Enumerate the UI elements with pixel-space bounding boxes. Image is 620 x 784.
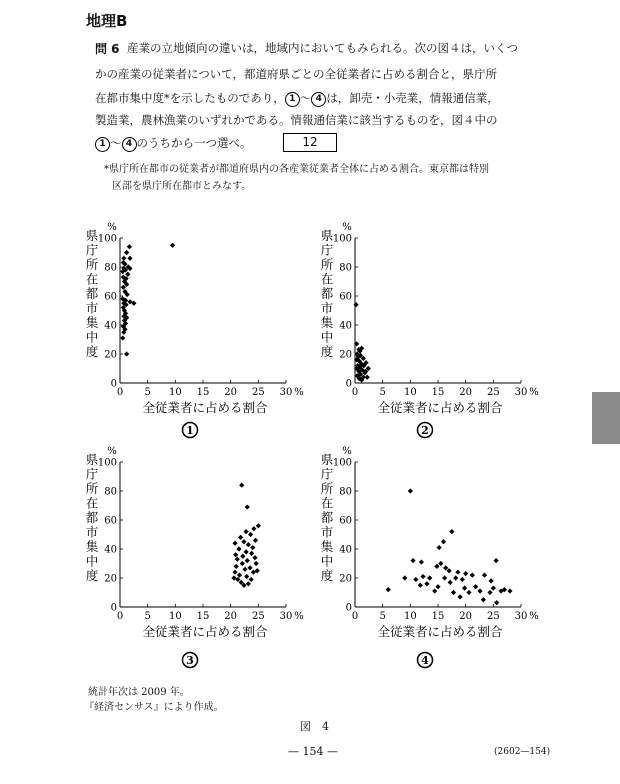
x-tick-label: 20 xyxy=(459,387,473,398)
y-tick-label: 0 xyxy=(110,602,117,614)
scatter-chart-3 xyxy=(86,446,304,668)
tilde: 〜 xyxy=(299,91,312,105)
x-tick-label: 5 xyxy=(144,387,151,398)
y-tick-label: 100 xyxy=(332,233,352,245)
data-point xyxy=(432,588,437,593)
data-point xyxy=(365,375,370,380)
y-tick-label: 100 xyxy=(332,457,352,469)
data-point xyxy=(424,581,429,586)
data-point xyxy=(491,586,496,591)
data-point xyxy=(253,538,258,543)
data-point xyxy=(245,504,250,509)
data-point xyxy=(435,584,440,589)
data-point xyxy=(252,555,257,560)
exam-code: (2602—154) xyxy=(494,747,551,757)
data-point xyxy=(232,570,237,575)
data-point xyxy=(438,561,443,566)
y-tick-label: 0 xyxy=(110,378,117,390)
x-tick-label: 5 xyxy=(379,611,386,622)
page-number: — 154 — xyxy=(288,745,338,758)
x-tick-label: 25 xyxy=(251,611,265,622)
scatter-chart-2 xyxy=(321,222,539,438)
x-tick-label: 15 xyxy=(196,611,210,622)
x-tick-label: 30 xyxy=(279,611,293,622)
y-tick-label: 0 xyxy=(345,602,352,614)
x-tick-label: 25 xyxy=(486,611,500,622)
y-tick-label: 80 xyxy=(339,486,352,498)
data-point xyxy=(482,573,487,578)
x-tick-label: 15 xyxy=(196,387,210,398)
y-tick-label: 20 xyxy=(339,349,352,361)
x-tick-label: 20 xyxy=(459,611,473,622)
y-tick-label: 20 xyxy=(339,573,352,585)
y-unit-label: % xyxy=(342,446,352,457)
data-point xyxy=(441,539,446,544)
data-point xyxy=(235,557,240,562)
scatter-chart-1 xyxy=(86,222,304,438)
data-point xyxy=(451,590,456,595)
data-point xyxy=(241,539,246,544)
x-tick-label: 0 xyxy=(351,387,359,398)
data-point xyxy=(246,542,251,547)
data-point xyxy=(244,529,249,534)
data-point xyxy=(494,600,499,605)
data-point xyxy=(462,586,467,591)
data-point xyxy=(413,577,418,582)
data-point xyxy=(127,244,132,249)
x-tick-label: 15 xyxy=(431,387,445,398)
data-point xyxy=(402,575,407,580)
data-point xyxy=(236,546,241,551)
source-year-note: 統計年次は 2009 年。 xyxy=(88,687,190,698)
x-tick-label: 5 xyxy=(379,387,386,398)
data-point xyxy=(448,580,453,585)
data-point xyxy=(170,243,175,248)
y-tick-label: 20 xyxy=(104,349,117,361)
question-text-line5-a: のうちから一つ選べ。 xyxy=(136,136,252,150)
panel-label-1: 1 xyxy=(186,424,194,437)
data-point xyxy=(408,488,413,493)
x-tick-label: 5 xyxy=(144,611,151,622)
data-point xyxy=(437,545,442,550)
answer-box[interactable]: 12 xyxy=(283,133,337,152)
x-axis-label: 全従業者に占める割合 xyxy=(142,624,268,639)
data-point xyxy=(121,256,126,261)
data-point xyxy=(238,535,243,540)
y-tick-label: 100 xyxy=(97,457,117,469)
data-point xyxy=(234,564,239,569)
y-tick-label: 60 xyxy=(339,515,352,527)
data-point xyxy=(494,558,499,563)
y-unit-label: % xyxy=(107,222,117,233)
footnote-line2: 区部を県庁所在都市とみなす。 xyxy=(112,181,252,192)
y-axis-label: 県庁所在都市集中度 xyxy=(85,228,99,359)
question-text-line4: 製造業，農林漁業のいずれかである。情報通信業に該当するものを，図４中の xyxy=(95,113,498,127)
data-point xyxy=(249,551,254,556)
x-unit-label: % xyxy=(529,387,539,398)
x-tick-label: 20 xyxy=(224,611,238,622)
x-tick-label: 25 xyxy=(251,387,265,398)
x-tick-label: 25 xyxy=(486,387,500,398)
scatter-chart-4 xyxy=(321,446,539,668)
data-point xyxy=(242,567,247,572)
y-tick-label: 60 xyxy=(104,515,117,527)
data-point xyxy=(125,272,130,277)
data-point xyxy=(460,577,465,582)
x-unit-label: % xyxy=(529,611,539,622)
data-point xyxy=(232,541,237,546)
panel-label-3: 3 xyxy=(186,654,194,667)
data-point xyxy=(256,523,261,528)
y-axis-label: 県庁所在都市集中度 xyxy=(320,452,334,583)
data-point xyxy=(427,575,432,580)
data-point xyxy=(246,581,251,586)
x-tick-label: 10 xyxy=(403,387,417,398)
y-tick-label: 40 xyxy=(104,544,117,556)
question-text-line3-b: は，卸売・小売業，情報通信業， xyxy=(326,91,499,105)
data-point xyxy=(507,588,512,593)
y-tick-label: 80 xyxy=(104,486,117,498)
y-tick-label: 40 xyxy=(339,320,352,332)
choice-circle-1: 1 xyxy=(285,92,300,107)
y-tick-label: 60 xyxy=(339,291,352,303)
y-tick-label: 100 xyxy=(97,233,117,245)
x-axis-label: 全従業者に占める割合 xyxy=(377,624,503,639)
choice-circle-4: 4 xyxy=(311,92,326,107)
data-point xyxy=(434,564,439,569)
y-tick-label: 80 xyxy=(104,262,117,274)
question-text-line2: かの産業の従業者について，都道府県ごとの全従業者に占める割合と，県庁所 xyxy=(95,67,498,81)
data-point xyxy=(458,594,463,599)
x-axis-label: 全従業者に占める割合 xyxy=(377,400,503,415)
data-point xyxy=(477,588,482,593)
data-point xyxy=(487,590,492,595)
data-point xyxy=(247,565,252,570)
question-text-line1: 産業の立地傾向の違いは，地域内においてもみられる。次の図４は，いくつ xyxy=(127,41,518,55)
data-point xyxy=(453,575,458,580)
data-point xyxy=(237,573,242,578)
subject-title: 地理B xyxy=(86,12,128,30)
x-tick-label: 0 xyxy=(116,611,124,622)
data-point xyxy=(473,584,478,589)
data-point xyxy=(240,561,245,566)
data-point xyxy=(254,561,259,566)
data-point xyxy=(124,351,129,356)
x-unit-label: % xyxy=(294,387,304,398)
data-point xyxy=(470,573,475,578)
data-point xyxy=(244,549,249,554)
y-tick-label: 20 xyxy=(104,573,117,585)
x-tick-label: 0 xyxy=(116,387,124,398)
x-tick-label: 30 xyxy=(279,387,293,398)
y-axis-label: 県庁所在都市集中度 xyxy=(320,228,334,359)
data-point xyxy=(466,590,471,595)
data-point xyxy=(245,558,250,563)
data-point xyxy=(239,483,244,488)
data-point xyxy=(442,575,447,580)
data-point xyxy=(120,335,125,340)
tilde: 〜 xyxy=(110,136,122,150)
data-point xyxy=(386,587,391,592)
y-unit-label: % xyxy=(342,222,352,233)
x-tick-label: 15 xyxy=(431,611,445,622)
data-point xyxy=(127,256,132,261)
data-point xyxy=(418,583,423,588)
y-tick-label: 0 xyxy=(345,378,352,390)
data-point xyxy=(233,552,238,557)
data-point xyxy=(124,250,129,255)
footnote-line1: *県庁所在都市の従業者が都道府県内の各産業従業者全体に占める割合。東京都は特別 xyxy=(104,164,489,175)
x-tick-label: 30 xyxy=(514,387,528,398)
question-text-line3-a: 在都市集中度*を示したものであり， xyxy=(95,91,285,105)
data-point xyxy=(463,571,468,576)
section-index-tab xyxy=(592,392,620,444)
y-tick-label: 60 xyxy=(104,291,117,303)
figure-caption: 図 4 xyxy=(300,720,329,733)
data-point xyxy=(481,597,486,602)
y-tick-label: 40 xyxy=(339,544,352,556)
x-axis-label: 全従業者に占める割合 xyxy=(142,400,268,415)
data-point xyxy=(354,302,359,307)
data-point xyxy=(489,578,494,583)
source-citation: 『経済センサス』により作成。 xyxy=(84,702,224,713)
panel-label-4: 4 xyxy=(421,654,429,667)
x-tick-label: 20 xyxy=(224,387,238,398)
x-tick-label: 10 xyxy=(168,387,182,398)
y-tick-label: 40 xyxy=(104,320,117,332)
x-tick-label: 10 xyxy=(403,611,417,622)
choice-circle-4: 4 xyxy=(122,137,137,152)
y-axis-label: 県庁所在都市集中度 xyxy=(85,452,99,583)
x-tick-label: 30 xyxy=(514,611,528,622)
data-point xyxy=(250,545,255,550)
panel-label-2: 2 xyxy=(421,424,429,437)
data-point xyxy=(251,526,256,531)
data-point xyxy=(419,559,424,564)
data-point xyxy=(248,532,253,537)
data-point xyxy=(411,558,416,563)
data-point xyxy=(240,554,245,559)
data-point xyxy=(449,529,454,534)
x-tick-label: 10 xyxy=(168,611,182,622)
question-label: 問 6 xyxy=(95,42,120,56)
x-unit-label: % xyxy=(294,611,304,622)
data-point xyxy=(455,570,460,575)
x-tick-label: 0 xyxy=(351,611,359,622)
data-point xyxy=(420,574,425,579)
choice-circle-1: 1 xyxy=(95,137,110,152)
y-tick-label: 80 xyxy=(339,262,352,274)
data-point xyxy=(249,577,254,582)
data-point xyxy=(244,574,249,579)
y-unit-label: % xyxy=(107,446,117,457)
